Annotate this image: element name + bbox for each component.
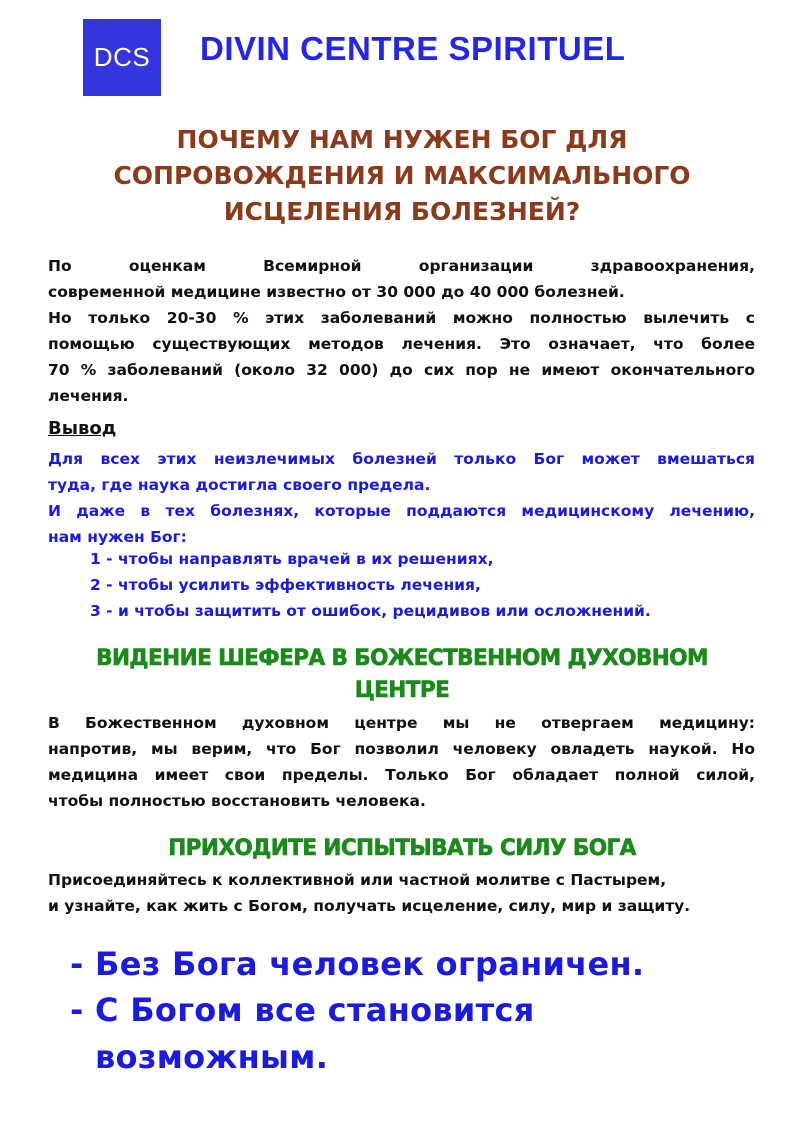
vision-title-line: ЦЕНТРЕ	[354, 678, 450, 703]
conclusion-list-item: 2 - чтобы усилить эффективность лечения,	[90, 576, 481, 594]
slogan-line: - Без Бога человек ограничен.	[70, 945, 645, 983]
vision-title-line: ВИДЕНИЕ ШЕФЕРА В БОЖЕСТВЕННОМ ДУХОВНОМ	[96, 646, 708, 671]
slogan-line: возможным.	[95, 1038, 329, 1076]
conclusion-line: нам нужен Бог:	[48, 528, 187, 546]
conclusion-line: Для всех этих неизлечимых болезней только Бог может вмешаться	[48, 450, 755, 468]
vision-paragraph	[48, 710, 755, 814]
vision-line: медицина имеет свои пределы. Только Бог обладает полной силой,	[48, 766, 755, 784]
invite-title: ПРИХОДИТЕ ИСПЫТЫВАТЬ СИЛУ БОГА	[168, 836, 636, 861]
main-title-line: СОПРОВОЖДЕНИЯ И МАКСИМАЛЬНОГО	[113, 161, 691, 190]
intro-paragraph	[48, 253, 755, 409]
invite-paragraph	[48, 867, 755, 919]
vision-title	[55, 643, 749, 707]
intro-line: 70 % заболеваний (около 32 000) до сих пор не имеют окончательного	[48, 361, 755, 379]
vision-line: В Божественном духовном центре мы не отвергаем медицину:	[48, 714, 755, 732]
logo	[83, 19, 161, 96]
conclusion-line: И даже в тех болезнях, которые поддаются медицинскому лечению,	[48, 502, 755, 520]
conclusion-list-item: 1 - чтобы направлять врачей в их решениях,	[90, 550, 494, 568]
intro-line: современной медицине известно от 30 000 до 40 000 болезней.	[48, 283, 625, 301]
invite-line: Присоединяйтесь к коллективной или частной молитве с Пастырем,	[48, 871, 667, 889]
main-title-line: ПОЧЕМУ НАМ НУЖЕН БОГ ДЛЯ	[176, 125, 628, 154]
slogan-line: - С Богом все становится	[70, 991, 535, 1029]
main-title	[48, 122, 756, 230]
main-title-line: ИСЦЕЛЕНИЯ БОЛЕЗНЕЙ?	[223, 197, 581, 226]
intro-line: помощью существующих методов лечения. Это означает, что более	[48, 335, 755, 353]
intro-line: Но только 20-30 % этих заболеваний можно полностью вылечить с	[48, 309, 755, 327]
intro-line: По оценкам Всемирной организации здравоохранения,	[48, 257, 755, 275]
vision-line: чтобы полностью восстановить человека.	[48, 792, 426, 810]
conclusion-paragraph	[48, 446, 755, 550]
conclusion-line: туда, где наука достигла своего предела.	[48, 476, 431, 494]
conclusion-label: Вывод	[48, 418, 117, 439]
conclusion-list-item: 3 - и чтобы защитить от ошибок, рецидивов или осложнений.	[90, 602, 651, 620]
intro-line: лечения.	[48, 387, 129, 405]
logo-text: DCS	[93, 42, 151, 72]
invite-line: и узнайте, как жить с Богом, получать исцеление, силу, мир и защиту.	[48, 897, 691, 915]
vision-line: напротив, мы верим, что Бог позволил человеку овладеть наукой. Но	[48, 740, 755, 758]
org-name: DIVIN CENTRE SPIRITUEL	[200, 30, 626, 67]
